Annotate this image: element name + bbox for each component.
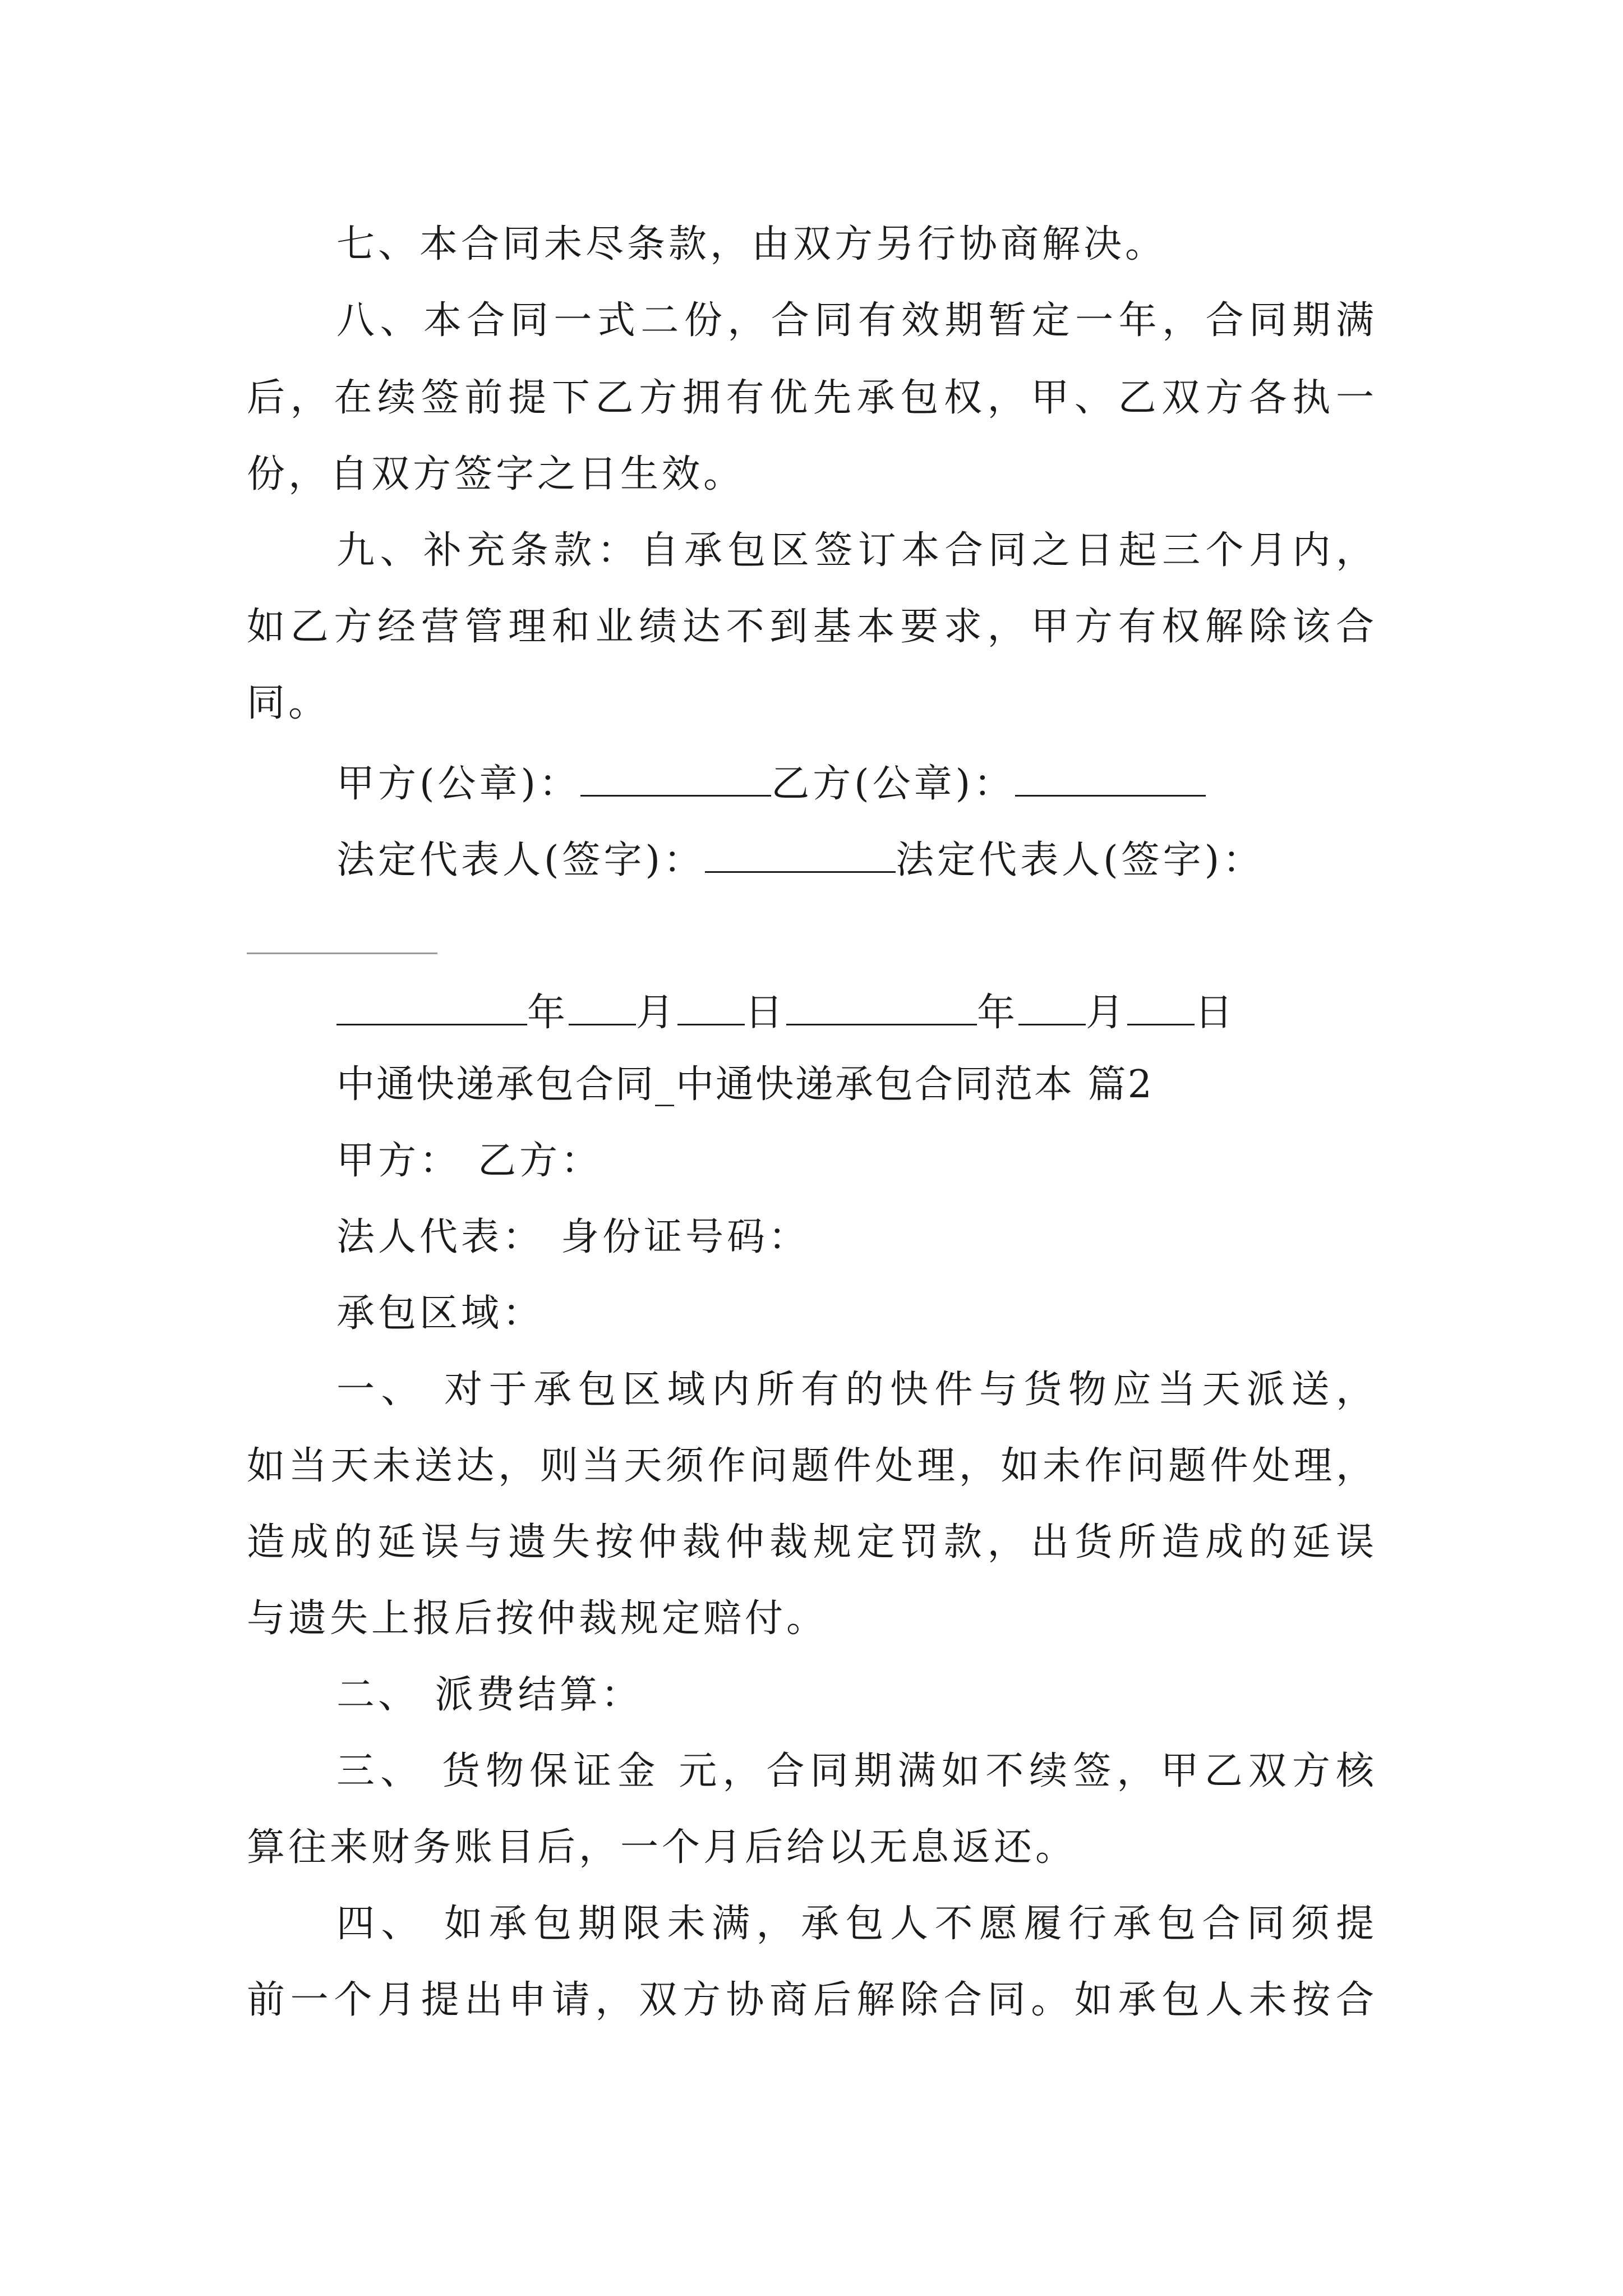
date-b-day: 日 xyxy=(1195,991,1237,1036)
item-3-line-1: 三、 货物保证金 元，合同期满如不续签，甲乙双方核 xyxy=(336,1749,1374,1793)
item-1-line-1: 一、 对于承包区域内所有的快件与货物应当天派送， xyxy=(336,1368,1374,1412)
legal-rep-line xyxy=(336,837,1265,883)
item-1-line-2: 如当天未送达，则当天须作问题件处理，如未作问题件处理， xyxy=(247,1444,1374,1488)
region-label: 承包区域： xyxy=(336,1291,545,1336)
legal-rep-a-blank xyxy=(705,837,896,873)
legal-rep-label: 法人代表： xyxy=(336,1215,545,1259)
date-a-day-blank xyxy=(677,990,745,1025)
legal-rep-id-line xyxy=(336,1215,810,1259)
clause-9-line-3: 同。 xyxy=(247,681,330,725)
party-a-seal-blank xyxy=(580,761,771,797)
seal-line xyxy=(336,761,1206,807)
legal-rep-b-blank xyxy=(247,953,437,954)
clause-9-line-1: 九、补充条款：自承包区签订本合同之日起三个月内， xyxy=(336,528,1374,573)
date-b-day-blank xyxy=(1127,990,1195,1025)
legal-rep-a-label: 法定代表人(签字)： xyxy=(336,838,706,883)
item-1-line-3: 造成的延误与遗失按仲裁仲裁规定罚款，出货所造成的延误 xyxy=(247,1520,1374,1565)
date-a-year: 年 xyxy=(527,991,569,1036)
item-3-line-2: 算往来财务账目后，一个月后给以无息返还。 xyxy=(247,1825,1077,1870)
item-2: 二、 派费结算： xyxy=(336,1673,643,1717)
date-b-month-blank xyxy=(1018,990,1086,1025)
clause-9-line-2: 如乙方经营管理和业绩达不到基本要求，甲方有权解除该合 xyxy=(247,605,1374,649)
item-4-line-1: 四、 如承包期限未满，承包人不愿履行承包合同须提 xyxy=(336,1902,1374,1946)
id-number-label: 身份证号码： xyxy=(561,1215,810,1259)
clause-7: 七、本合同未尽条款，由双方另行协商解决。 xyxy=(336,222,1167,266)
clause-8-line-1: 八、本合同一式二份，合同有效期暂定一年，合同期满 xyxy=(336,298,1374,343)
date-a-month-blank xyxy=(569,990,636,1025)
legal-rep-b-label: 法定代表人(签字)： xyxy=(896,838,1265,883)
date-b-year: 年 xyxy=(977,991,1019,1036)
date-a-year-blank xyxy=(336,990,527,1025)
item-4-line-2: 前一个月提出申请，双方协商后解除合同。如承包人未按合 xyxy=(247,1978,1374,2022)
date-b-month: 月 xyxy=(1086,991,1128,1036)
party-b-seal-blank xyxy=(1015,761,1206,797)
clause-8-line-2: 后，在续签前提下乙方拥有优先承包权，甲、乙双方各执一 xyxy=(247,376,1374,420)
parties-line xyxy=(336,1139,603,1183)
date-a-day: 日 xyxy=(745,991,787,1036)
date-b-year-blank xyxy=(786,990,977,1025)
party-b-label: 乙方： xyxy=(478,1139,603,1183)
date-a-month: 月 xyxy=(636,991,678,1036)
section-2-title: 中通快递承包合同_中通快递承包合同范本 篇2 xyxy=(336,1062,1154,1107)
clause-8-line-3: 份，自双方签字之日生效。 xyxy=(247,452,745,496)
party-a-label: 甲方： xyxy=(336,1139,462,1183)
party-b-seal-label: 乙方(公章)： xyxy=(771,762,1016,807)
date-line xyxy=(336,990,1237,1036)
party-a-seal-label: 甲方(公章)： xyxy=(336,762,581,807)
item-1-line-4: 与遗失上报后按仲裁规定赔付。 xyxy=(247,1596,828,1641)
